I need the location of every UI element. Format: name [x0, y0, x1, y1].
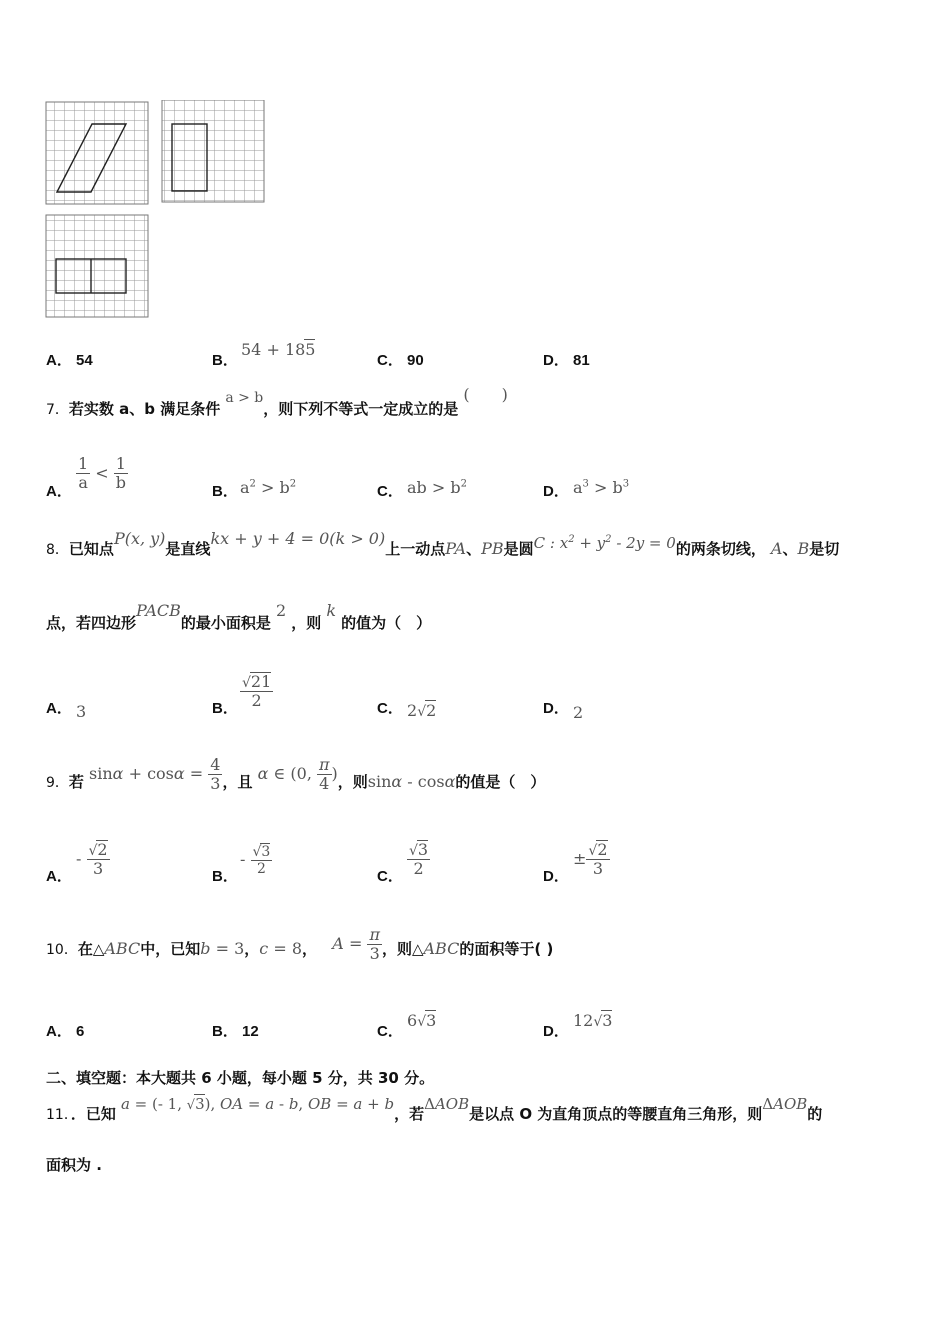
q7-option-a-label[interactable]: A． — [46, 483, 72, 500]
q9-option-c-value: $\frac{√3}{2}$ — [409, 840, 429, 879]
q9-option-a-label[interactable]: A． — [46, 868, 72, 885]
q9-stem: 9．若 sinα + cosα = $\frac{4}{3}$ ，且 α ∈ (0, $\frac{\pi}{4}$ )，则sinα - cosα的值是（ ） — [46, 755, 546, 794]
q9-option-a-value: - $\frac{√2}{3}$ — [76, 840, 108, 879]
q9-option-b-label[interactable]: B． — [212, 868, 238, 885]
q10-option-c-label[interactable]: C． — [377, 1023, 403, 1040]
q6-option-c[interactable]: C． 90 — [377, 352, 424, 369]
q9-option-d-label[interactable]: D． — [543, 868, 569, 885]
q10-option-a[interactable]: A． 6 — [46, 1023, 85, 1040]
q6-option-d[interactable]: D． 81 — [543, 352, 590, 369]
q8-option-a-label[interactable]: A． — [46, 700, 72, 717]
q7-option-c-value: ab > $b^2$ — [407, 478, 467, 497]
q7-stem: 7．若实数 a、b 满足条件 a > b，则下列不等式一定成立的是 ( ) — [46, 385, 508, 418]
q10-option-d-label[interactable]: D． — [543, 1023, 569, 1040]
side-view-grid — [162, 100, 264, 202]
top-view-grid — [46, 215, 148, 317]
q7-option-b-value: $a^2 > b^2$ — [240, 478, 297, 497]
q8-option-c-value: 2√2 — [407, 701, 437, 720]
q9-option-d-value: ± $\frac{√2}{3}$ — [573, 840, 608, 879]
q10-option-c-value: 6√3 — [407, 1011, 437, 1030]
q11-stem-line1: 11．．已知 a = (- 1, √3), OA = a - b, OB = a + b，若ΔAOB是以点 O 为直角顶点的等腰直角三角形，则ΔAOB的 — [46, 1095, 823, 1123]
q11-stem-line2: 面积为 . — [46, 1156, 102, 1174]
q10-option-b[interactable]: B． 12 — [212, 1023, 259, 1040]
q6-option-b-value: 54 + 185 — [241, 340, 316, 359]
section-heading: 二、填空题：本大题共 6 小题，每小题 5 分，共 30 分。 — [46, 1069, 435, 1087]
q9-option-c-label[interactable]: C． — [377, 868, 403, 885]
q8-option-b-label[interactable]: B． — [212, 700, 238, 717]
q9-option-b-value: - $\frac{√3}{2}$ — [240, 844, 271, 878]
q7-option-b-label[interactable]: B． — [212, 483, 238, 500]
q8-option-c-label[interactable]: C． — [377, 700, 403, 717]
q10-option-d-value: 12√3 — [573, 1011, 613, 1030]
three-view-figure — [44, 100, 266, 318]
q8-option-d-label[interactable]: D． — [543, 700, 569, 717]
q8-option-d-value: 2 — [573, 703, 584, 722]
q8-option-a-value: 3 — [76, 702, 87, 721]
q7-option-d-label[interactable]: D． — [543, 483, 569, 500]
q7-option-a-value: $\frac{1}{a}$ < $\frac{1}{b}$ — [78, 454, 127, 493]
q7-option-d-value: $a^3 > b^3$ — [573, 478, 630, 497]
front-view-grid — [46, 102, 148, 204]
q6-option-a[interactable]: A． 54 — [46, 352, 93, 369]
q6-option-b-label[interactable]: B． — [212, 352, 238, 369]
q7-option-c-label[interactable]: C． — [377, 483, 403, 500]
q8-stem-line1: 8．已知点P(x, y)是直线kx + y + 4 = 0(k > 0)上一动点PA、PB是圆C : $x^2 + y^2 - 2y = 0$的两条切线， A、B是切 — [46, 529, 840, 558]
q8-option-b-value: $\frac{√21}{2}$ — [242, 672, 272, 711]
q8-stem-line2: 点，若四边形PACB的最小面积是 2 ，则 k 的值为（ ） — [46, 601, 432, 632]
q10-stem: 10．在△ABC中，已知b = 3，c = 8， A = $\frac{\pi}{3}$ ，则△ABC的面积等于( ) — [46, 925, 554, 964]
